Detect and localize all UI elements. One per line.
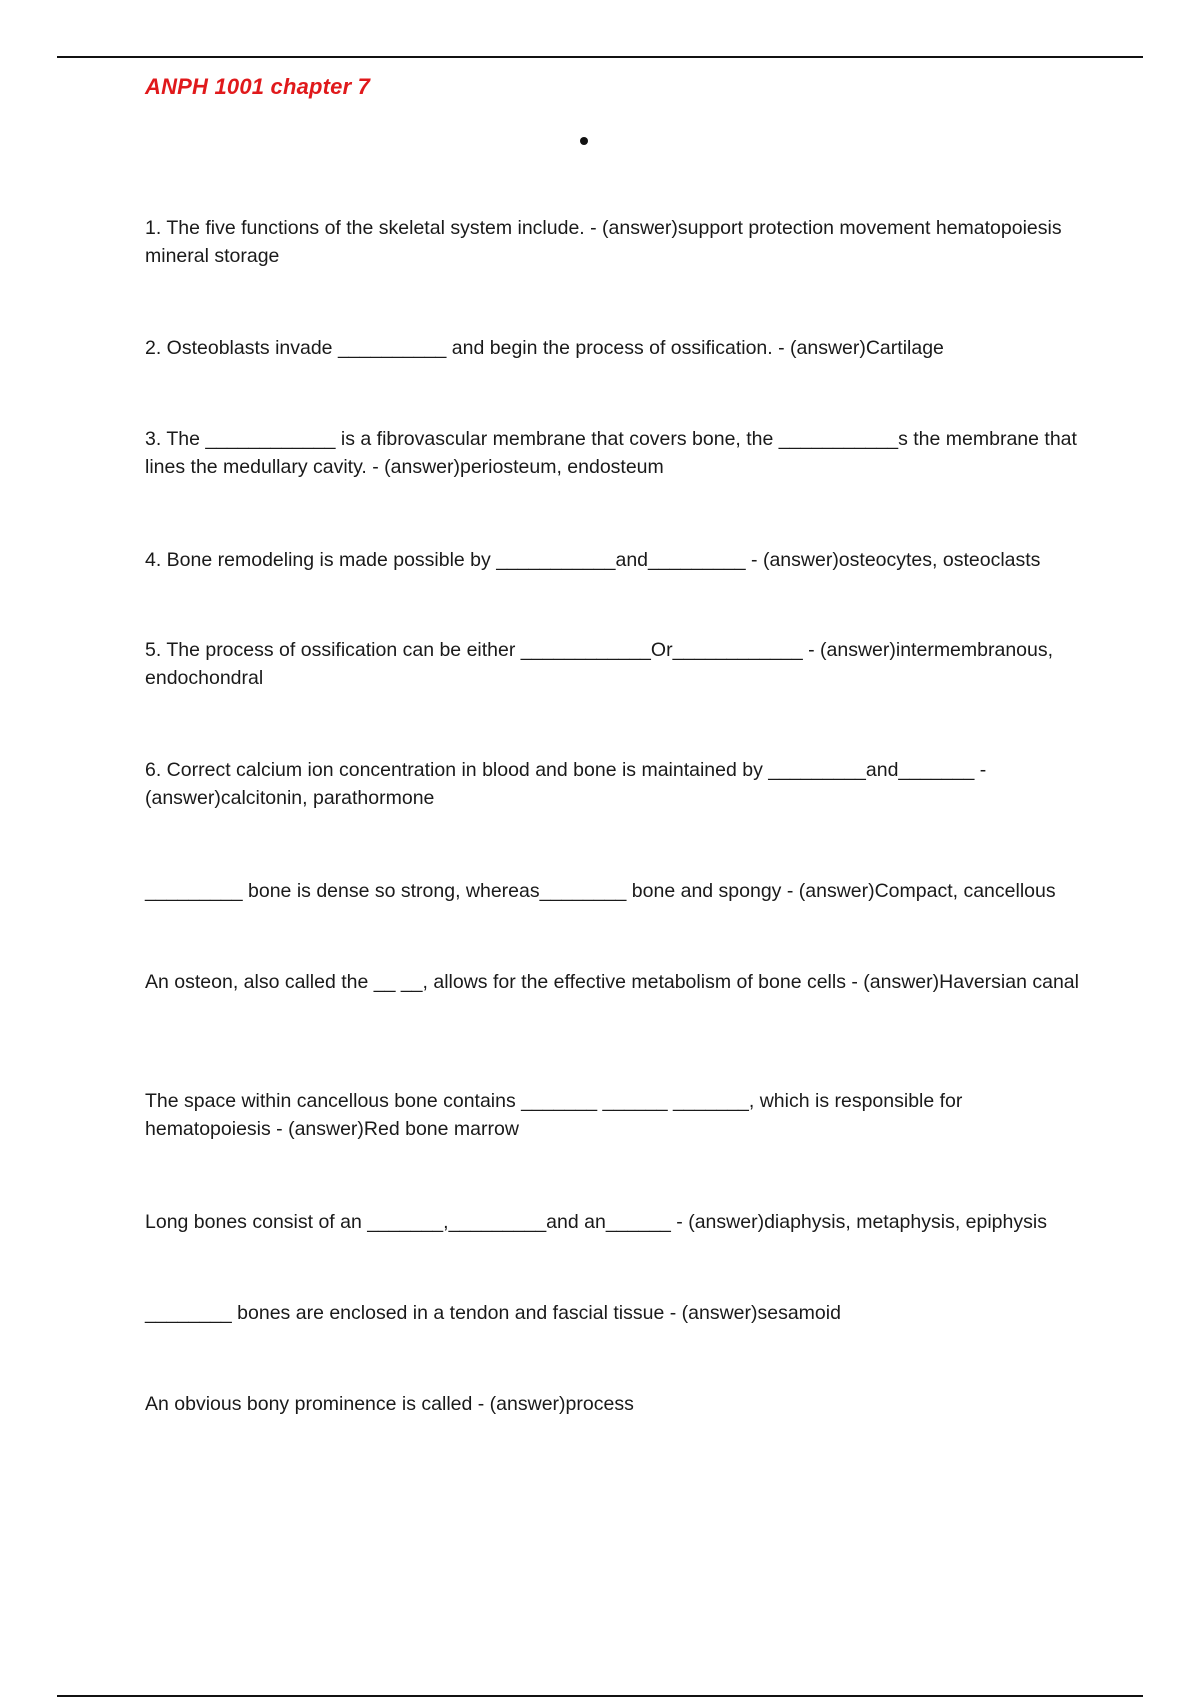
question-9: The space within cancellous bone contains _______ ______ _______, which is responsible for hematopoiesis - (answer)Red bone marrow bbox=[145, 1090, 963, 1140]
question-5: 5. The process of ossification can be either ____________Or____________ - (answer)intermembranous, endochondral bbox=[145, 639, 1054, 689]
question-12: An obvious bony prominence is called - (answer)process bbox=[145, 1393, 634, 1415]
question-1: 1. The five functions of the skeletal system include. - (answer)support protection movement hematopoiesis mineral storage bbox=[145, 217, 1062, 267]
top-rule bbox=[57, 56, 1143, 58]
document-title: ANPH 1001 chapter 7 bbox=[145, 74, 371, 99]
question-4: 4. Bone remodeling is made possible by ___________and_________ - (answer)osteocytes, osteoclasts bbox=[145, 549, 1041, 571]
question-2: 2. Osteoblasts invade __________ and begin the process of ossification. - (answer)Cartilage bbox=[145, 337, 944, 359]
bottom-rule bbox=[57, 1695, 1143, 1697]
question-8: An osteon, also called the __ __, allows for the effective metabolism of bone cells - (answer)Haversian canal bbox=[145, 971, 1079, 993]
question-7: _________ bone is dense so strong, whereas________ bone and spongy - (answer)Compact, cancellous bbox=[145, 880, 1056, 902]
bullet-point bbox=[580, 137, 588, 145]
question-3: 3. The ____________ is a fibrovascular membrane that covers bone, the ___________s the membrane that lines the medullary cavity. - (answer)periosteum, endosteum bbox=[145, 428, 1077, 478]
question-6: 6. Correct calcium ion concentration in blood and bone is maintained by _________and_______ - (answer)calcitonin, parathormone bbox=[145, 759, 987, 809]
question-10: Long bones consist of an _______,_________and an______ - (answer)diaphysis, metaphysis, epiphysis bbox=[145, 1211, 1047, 1233]
question-11: ________ bones are enclosed in a tendon and fascial tissue - (answer)sesamoid bbox=[145, 1302, 841, 1324]
